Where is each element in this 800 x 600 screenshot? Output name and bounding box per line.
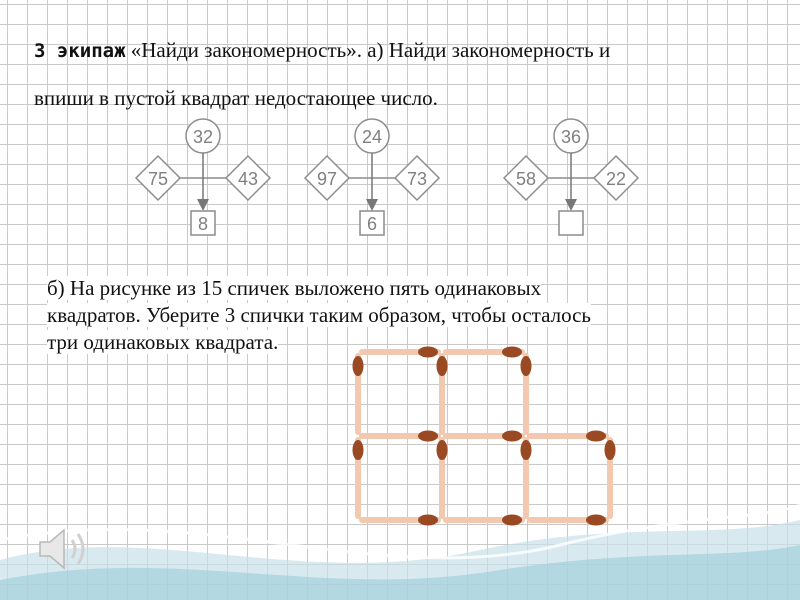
matchstick-3[interactable] — [362, 431, 438, 442]
matchstick-11[interactable] — [521, 356, 532, 432]
matchstick-head — [605, 440, 616, 460]
matchstick-head — [353, 356, 364, 376]
matchstick-8[interactable] — [530, 515, 606, 526]
matchstick-head — [437, 440, 448, 460]
matchstick-head — [418, 515, 438, 526]
task-a-line1: «Найди закономерность». а) Найди закономерность и — [130, 38, 611, 62]
crew-label: 3 экипаж — [34, 40, 126, 62]
matchstick-15[interactable] — [605, 440, 616, 516]
puzzle-1-left-value: 75 — [147, 169, 169, 189]
matchstick-head — [502, 515, 522, 526]
matchstick-head — [418, 431, 438, 442]
task-b-line1: б) На рисунке из 15 спичек выложено пять одинаковых — [47, 276, 542, 300]
puzzle-2-right-value: 73 — [406, 169, 428, 189]
puzzle-2-answer-value: 6 — [366, 214, 378, 234]
puzzle-2-top-value: 24 — [361, 127, 383, 147]
matchstick-head — [586, 515, 606, 526]
puzzle-1-answer-value: 8 — [197, 214, 209, 234]
puzzle-1-top-value: 32 — [192, 127, 214, 147]
puzzle-3-answer-box[interactable] — [559, 211, 583, 235]
matchstick-4[interactable] — [446, 431, 522, 442]
matchstick-5[interactable] — [530, 431, 606, 442]
matchstick-head — [521, 440, 532, 460]
puzzle-2 — [305, 119, 439, 235]
matchstick-14[interactable] — [521, 440, 532, 516]
matchstick-9[interactable] — [353, 356, 364, 432]
matchstick-head — [437, 356, 448, 376]
matchstick-head — [502, 431, 522, 442]
puzzle-3-left-value: 58 — [515, 169, 537, 189]
matchstick-head — [353, 440, 364, 460]
matchstick-13[interactable] — [437, 440, 448, 516]
speaker-icon[interactable] — [36, 522, 94, 576]
matchstick-figure — [353, 347, 616, 526]
puzzle-1-right-value: 43 — [237, 169, 259, 189]
puzzle-3-top-value: 36 — [560, 127, 582, 147]
puzzle-2-left-value: 97 — [316, 169, 338, 189]
matchstick-head — [521, 356, 532, 376]
task-b-line2: квадратов. Уберите 3 спички таким образом, чтобы осталось — [47, 303, 591, 327]
puzzle-3-right-value: 22 — [605, 169, 627, 189]
matchstick-head — [586, 431, 606, 442]
matchstick-10[interactable] — [437, 356, 448, 432]
puzzle-1 — [136, 119, 270, 235]
matchstick-7[interactable] — [446, 515, 522, 526]
matchstick-6[interactable] — [362, 515, 438, 526]
task-a-line2: впиши в пустой квадрат недостающее число. — [34, 86, 438, 110]
matchstick-12[interactable] — [353, 440, 364, 516]
task-b-line3: три одинаковых квадрата. — [47, 330, 279, 354]
puzzle-3 — [504, 119, 638, 235]
task-b-text — [47, 275, 747, 356]
